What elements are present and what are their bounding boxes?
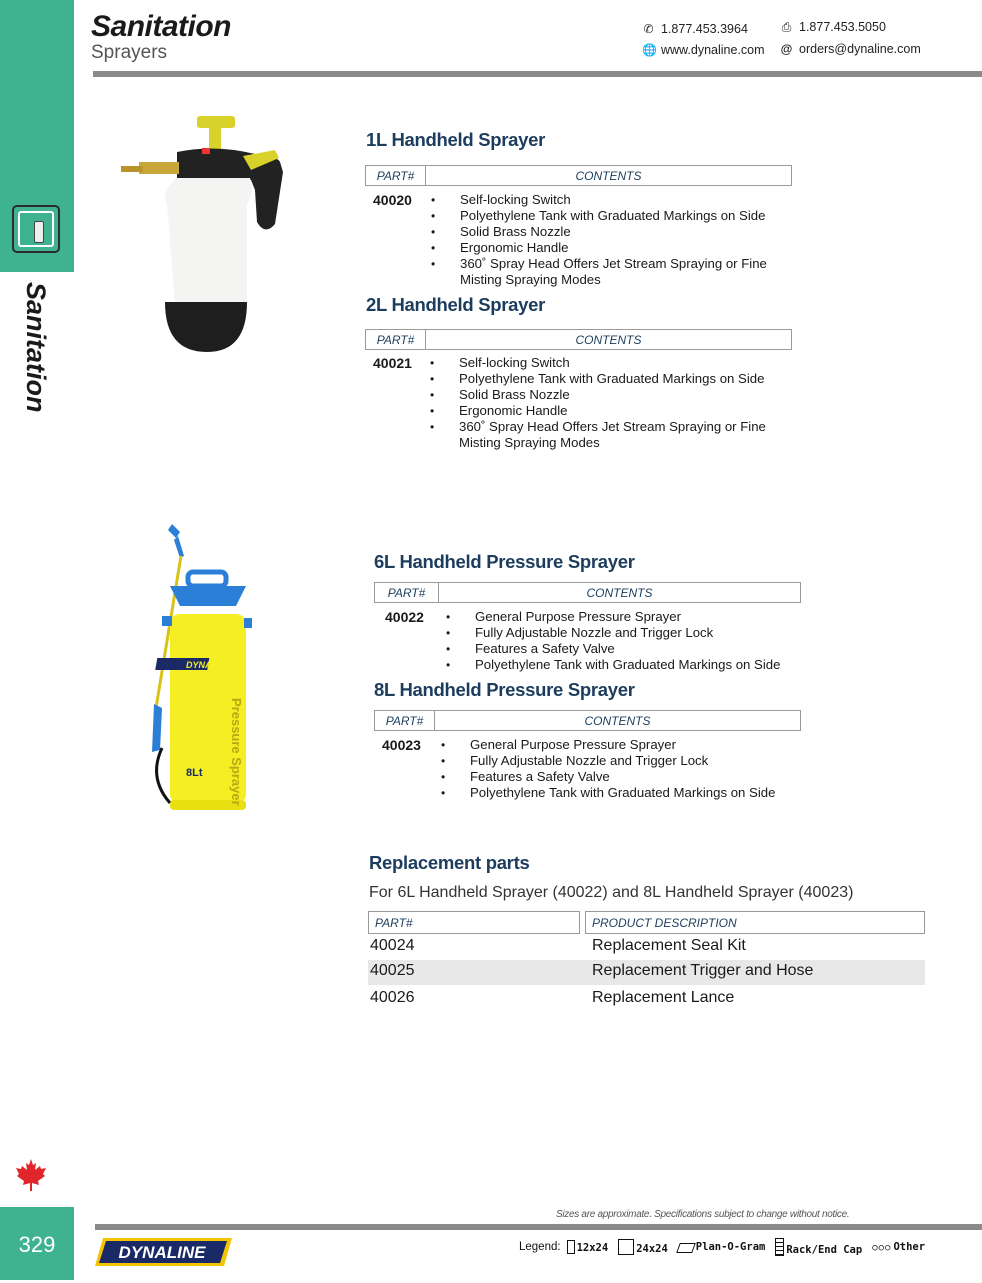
product-table-header-6l (374, 582, 801, 603)
fax-icon: ⎙ (781, 19, 792, 34)
product-title-1l: 1L Handheld Sprayer (366, 129, 546, 150)
feature-list-8l (440, 737, 795, 801)
legend-label: Legend: (519, 1241, 561, 1253)
logo-text: DYNALINE (118, 1243, 206, 1262)
phone-contact (642, 22, 748, 36)
col-header-part: PART# (375, 711, 435, 730)
feature-list-2l (429, 355, 789, 435)
email-link[interactable]: orders@dynaline.com (799, 42, 921, 56)
table-row (368, 960, 925, 985)
website-link[interactable]: www.dynaline.com (661, 43, 765, 57)
legend-item-other (872, 1241, 925, 1253)
feature-item: • Features a Safety Valve (440, 769, 795, 785)
col-header-part: PART# (366, 166, 426, 185)
feature-item: • Fully Adjustable Nozzle and Trigger Lock (445, 625, 800, 641)
fax-number: 1.877.453.5050 (799, 20, 886, 34)
part-number-40020: 40020 (373, 192, 412, 208)
part-number: 40026 (370, 989, 415, 1006)
legend-text: Plan-O-Gram (695, 1241, 766, 1253)
maple-leaf-icon (14, 1158, 48, 1192)
product-table-header-2l (365, 329, 792, 350)
product-description: Replacement Trigger and Hose (592, 962, 814, 979)
legend-text: 12x24 (576, 1242, 609, 1254)
legend-text: 24x24 (636, 1243, 668, 1255)
page-title: Sanitation (91, 10, 232, 43)
col-header-contents: CONTENTS (586, 586, 653, 600)
col-header-part: PART# (368, 911, 580, 934)
feature-item-continued: Misting Spraying Modes (459, 435, 600, 450)
page-subtitle: Sprayers (91, 42, 168, 63)
phone-number: 1.877.453.3964 (661, 22, 748, 36)
product-title-2l: 2L Handheld Sprayer (366, 294, 546, 315)
product-description: Replacement Lance (592, 989, 735, 1006)
rack-end-cap-icon (775, 1238, 784, 1256)
page-number: 329 (18, 1232, 56, 1257)
feature-item: • Ergonomic Handle (429, 403, 789, 419)
legend-item-rack (775, 1238, 862, 1256)
email-contact (780, 42, 921, 56)
feature-list-1l (430, 192, 790, 272)
sprayer-volume-label: 8Lt (186, 767, 203, 779)
legend (519, 1238, 935, 1256)
part-number: 40025 (370, 962, 415, 979)
legend-text: Other (893, 1241, 926, 1253)
col-header-contents: CONTENTS (575, 169, 642, 183)
product-table-header-8l (374, 710, 801, 731)
replacement-parts-subtitle: For 6L Handheld Sprayer (40022) and 8L Handheld Sprayer (40023) (369, 884, 854, 901)
pressure-sprayer-image (140, 518, 260, 818)
col-header-part: PART# (375, 583, 439, 602)
shelf-24x24-icon (618, 1239, 634, 1255)
fax-contact (780, 20, 886, 34)
legend-text: Rack/End Cap (786, 1244, 863, 1256)
feature-item: • Polyethylene Tank with Graduated Markings on Side (440, 785, 795, 801)
handheld-sprayer-image (115, 112, 290, 357)
feature-item: • 360˚ Spray Head Offers Jet Stream Spraying or Fine (430, 256, 790, 272)
col-header-description: PRODUCT DESCRIPTION (585, 911, 925, 934)
product-table-header-1l (365, 165, 792, 186)
product-description: Replacement Seal Kit (592, 937, 746, 954)
feature-item: • Solid Brass Nozzle (430, 224, 790, 240)
disclaimer-note: Sizes are approximate. Specifications subject to change without notice. (556, 1209, 850, 1220)
feature-item: • Polyethylene Tank with Graduated Markings on Side (445, 657, 800, 673)
feature-item: • General Purpose Pressure Sprayer (445, 609, 800, 625)
col-header-part: PART# (366, 330, 426, 349)
at-icon: @ (780, 41, 793, 56)
legend-item-24x24 (618, 1239, 668, 1255)
feature-item: • Fully Adjustable Nozzle and Trigger Lock (440, 753, 795, 769)
feature-item: • Polyethylene Tank with Graduated Markings on Side (429, 371, 789, 387)
sidebar-category-label: Sanitation (21, 282, 51, 413)
feature-item: • Solid Brass Nozzle (429, 387, 789, 403)
table-row (368, 935, 925, 960)
part-number: 40024 (370, 937, 415, 954)
category-icon (12, 205, 60, 253)
sprayer-side-text: Pressure Sprayer (229, 698, 244, 806)
feature-item: • Ergonomic Handle (430, 240, 790, 256)
part-number-40021: 40021 (373, 355, 412, 371)
feature-item: • Features a Safety Valve (445, 641, 800, 657)
part-number-40022: 40022 (385, 609, 424, 625)
globe-icon: 🌐 (642, 42, 657, 57)
product-title-6l: 6L Handheld Pressure Sprayer (374, 551, 635, 572)
feature-item-continued: Misting Spraying Modes (460, 272, 601, 287)
feature-item: • Self-locking Switch (430, 192, 790, 208)
plan-o-gram-icon (676, 1243, 696, 1253)
legend-item-12x24 (567, 1240, 609, 1254)
feature-item: • Self-locking Switch (429, 355, 789, 371)
legend-item-plan-o-gram (678, 1241, 766, 1253)
product-title-8l: 8L Handheld Pressure Sprayer (374, 679, 635, 700)
table-row (368, 987, 925, 1012)
dynaline-logo (95, 1237, 232, 1267)
header-divider (93, 71, 982, 77)
phone-icon: ✆ (643, 21, 654, 36)
website-contact (642, 43, 765, 57)
part-number-40023: 40023 (382, 737, 421, 753)
feature-item: • General Purpose Pressure Sprayer (440, 737, 795, 753)
feature-list-6l (445, 609, 800, 673)
replacement-parts-title: Replacement parts (369, 852, 530, 873)
other-dots-icon: ○○○ (872, 1243, 892, 1253)
shelf-12x24-icon (567, 1240, 575, 1254)
col-header-contents: CONTENTS (575, 333, 642, 347)
footer-divider (95, 1224, 982, 1230)
col-header-contents: CONTENTS (584, 714, 651, 728)
sprayer-brand-label: DYNALINE (186, 660, 233, 670)
feature-item: • Polyethylene Tank with Graduated Markings on Side (430, 208, 790, 224)
feature-item: • 360˚ Spray Head Offers Jet Stream Spraying or Fine (429, 419, 789, 435)
